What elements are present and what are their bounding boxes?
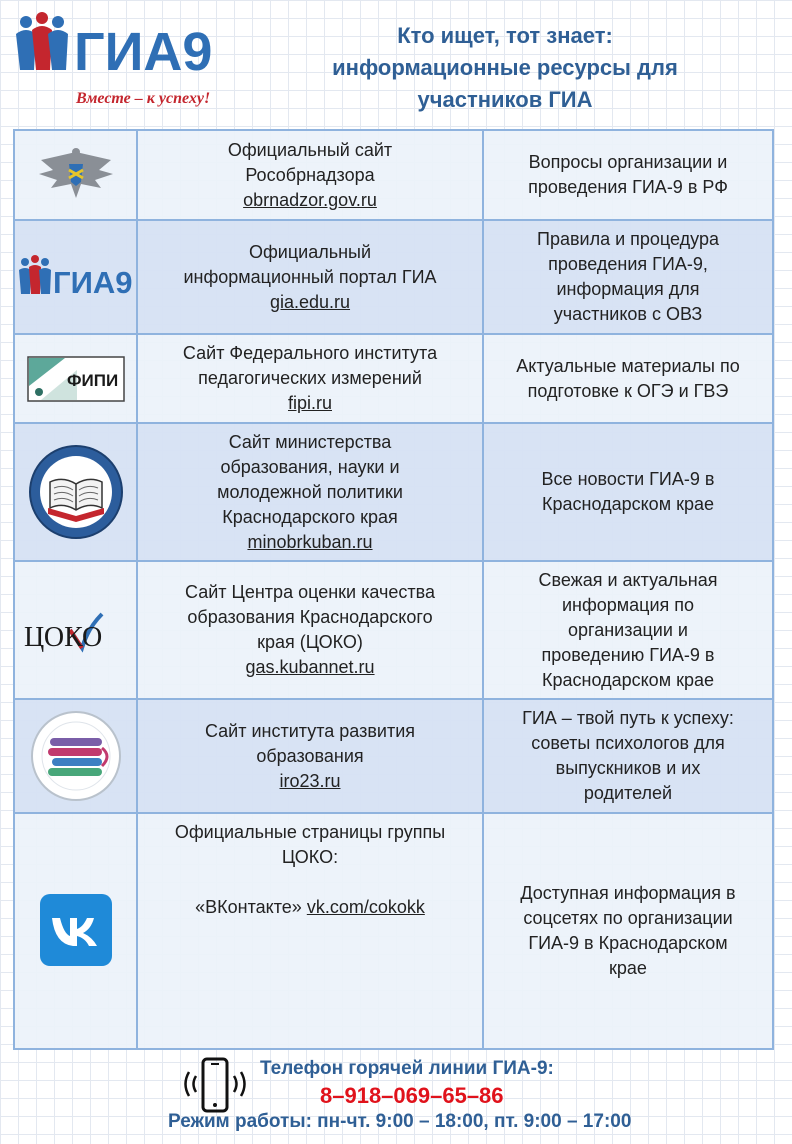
resource-name-cell (137, 423, 483, 561)
gia9-header-logo (12, 12, 242, 107)
svg-text:ФИПИ: ФИПИ (66, 370, 118, 390)
resource-desc-cell (483, 561, 773, 699)
row-icon-cell (14, 220, 137, 334)
title-line: Кто ищет, тот знает: (397, 23, 613, 48)
iro-books-emblem-icon (28, 708, 124, 804)
resource-name-line: Сайт института развития (204, 720, 416, 741)
resource-desc-line: Актуальные материалы по (516, 355, 740, 376)
resource-desc-cell (483, 423, 773, 561)
resource-desc-line: Правила и процедура (537, 229, 719, 249)
page-title (270, 20, 740, 116)
resource-desc-cell (483, 334, 773, 423)
resource-name-line: образования, науки и (220, 456, 400, 477)
phone-icon (182, 1056, 248, 1114)
table-row (14, 561, 773, 699)
row-icon-cell (14, 699, 137, 813)
resource-desc-cell (483, 130, 773, 220)
resource-desc-line: ГИА-9 в Краснодарском (528, 933, 728, 953)
svg-text:ЦОКО: ЦОКО (23, 622, 102, 653)
svg-text:ГИА9: ГИА9 (52, 265, 132, 300)
resource-desc-line: Доступная информация в (520, 883, 736, 903)
resource-link[interactable]: fipi.ru (287, 393, 332, 413)
resource-name-line: Официальные страницы группы (174, 822, 446, 842)
resource-name-line: Официальный (248, 241, 372, 262)
resource-name-cell (137, 130, 483, 220)
resource-desc-line: Все новости ГИА-9 в (541, 469, 715, 489)
resource-link[interactable]: gia.edu.ru (269, 291, 351, 312)
resource-name-line: Сайт Федерального института (182, 343, 438, 363)
resource-desc-line: участников с ОВЗ (553, 304, 703, 324)
resource-name-line: края (ЦОКО) (257, 632, 363, 652)
resource-name-cell (137, 334, 483, 423)
footer (0, 1050, 792, 1144)
row-icon-cell (14, 423, 137, 561)
table-row (14, 699, 773, 813)
resource-name-line: образования (256, 745, 364, 766)
resource-link[interactable]: vk.com/cokokk (306, 897, 425, 917)
resource-name-cell (137, 561, 483, 699)
resource-desc-line: организации и (568, 619, 688, 640)
table-row (14, 813, 773, 1049)
table-row (14, 130, 773, 220)
header (0, 0, 792, 125)
resource-desc-line: ГИА – твой путь к успеху: (522, 708, 734, 728)
working-hours: Режим работы: пн-чт. 9:00 – 18:00, пт. 9:00 – 17:00 (168, 1111, 632, 1132)
resources-table (13, 129, 774, 1050)
row-icon-cell (14, 813, 137, 1049)
resource-desc-line: выпускников и их (555, 758, 701, 778)
resource-link[interactable]: gas.kubannet.ru (245, 657, 375, 677)
resource-link[interactable]: iro23.ru (279, 770, 341, 791)
vk-logo-icon[interactable] (40, 894, 112, 966)
row-icon-cell (14, 334, 137, 423)
svg-text:ГИА9: ГИА9 (74, 22, 213, 82)
resource-desc-line: Вопросы организации и (528, 152, 728, 172)
resource-desc-line: советы психологов для (531, 733, 725, 753)
table-row (14, 334, 773, 423)
resource-name-line: Официальный сайт (227, 139, 393, 160)
resource-name-line: Рособрнадзора (245, 164, 375, 185)
resource-desc-cell (483, 220, 773, 334)
resource-link[interactable]: obrnadzor.gov.ru (243, 189, 377, 210)
resource-name-line: информационный портал ГИА (183, 266, 437, 287)
resource-name-cell (137, 813, 483, 1049)
resource-desc-line: информация для (556, 279, 700, 299)
coko-logo-icon (22, 600, 130, 660)
resource-name-cell (137, 699, 483, 813)
resource-name-line: педагогических измерений (198, 368, 422, 388)
resource-name-line: образования Краснодарского (187, 607, 433, 627)
row-icon-cell (14, 561, 137, 699)
resource-desc-line: проведения ГИА-9, (548, 254, 708, 274)
resource-desc-line: крае (609, 958, 647, 978)
resource-desc-line: информация по (561, 594, 695, 615)
resource-name-line: ЦОКО: (281, 847, 339, 867)
ministry-emblem-icon (26, 442, 126, 542)
resource-link[interactable]: minobrkuban.ru (247, 531, 373, 552)
resource-desc-line: проведения ГИА-9 в РФ (528, 177, 728, 197)
gia9-logo-icon (17, 252, 135, 302)
resource-desc-line: родителей (583, 783, 673, 803)
resource-desc-cell (483, 813, 773, 1049)
resource-desc-line: Краснодарском крае (542, 669, 714, 690)
title-line: участников ГИА (417, 87, 593, 112)
resource-desc-line: подготовке к ОГЭ и ГВЭ (527, 380, 729, 401)
hotline-label: Телефон горячей линии ГИА-9: (260, 1058, 554, 1079)
resource-desc-line: Краснодарском крае (542, 494, 714, 514)
vk-prefix: «ВКонтакте» (195, 897, 302, 917)
hotline-number[interactable]: 8–918–069–65–86 (320, 1083, 504, 1108)
logo-slogan: Вместе – к успеху! (76, 90, 211, 107)
people-figures-icon (16, 12, 68, 70)
resource-desc-cell (483, 699, 773, 813)
table-row (14, 220, 773, 334)
resource-desc-line: проведению ГИА-9 в (541, 644, 715, 665)
title-line: информационные ресурсы для (332, 55, 678, 80)
row-icon-cell (14, 130, 137, 220)
resource-desc-line: Свежая и актуальная (538, 569, 718, 590)
rosobrnadzor-emblem-icon (31, 140, 121, 210)
resource-name-cell (137, 220, 483, 334)
resource-desc-line: соцсетях по организации (523, 908, 733, 928)
resource-name-line: Сайт Центра оценки качества (185, 582, 435, 602)
resource-name-line: Краснодарского края (222, 506, 398, 527)
table-row (14, 423, 773, 561)
resource-name-line: Сайт министерства (228, 431, 392, 452)
fipi-logo-icon (27, 356, 125, 402)
resource-name-line: молодежной политики (217, 481, 403, 502)
